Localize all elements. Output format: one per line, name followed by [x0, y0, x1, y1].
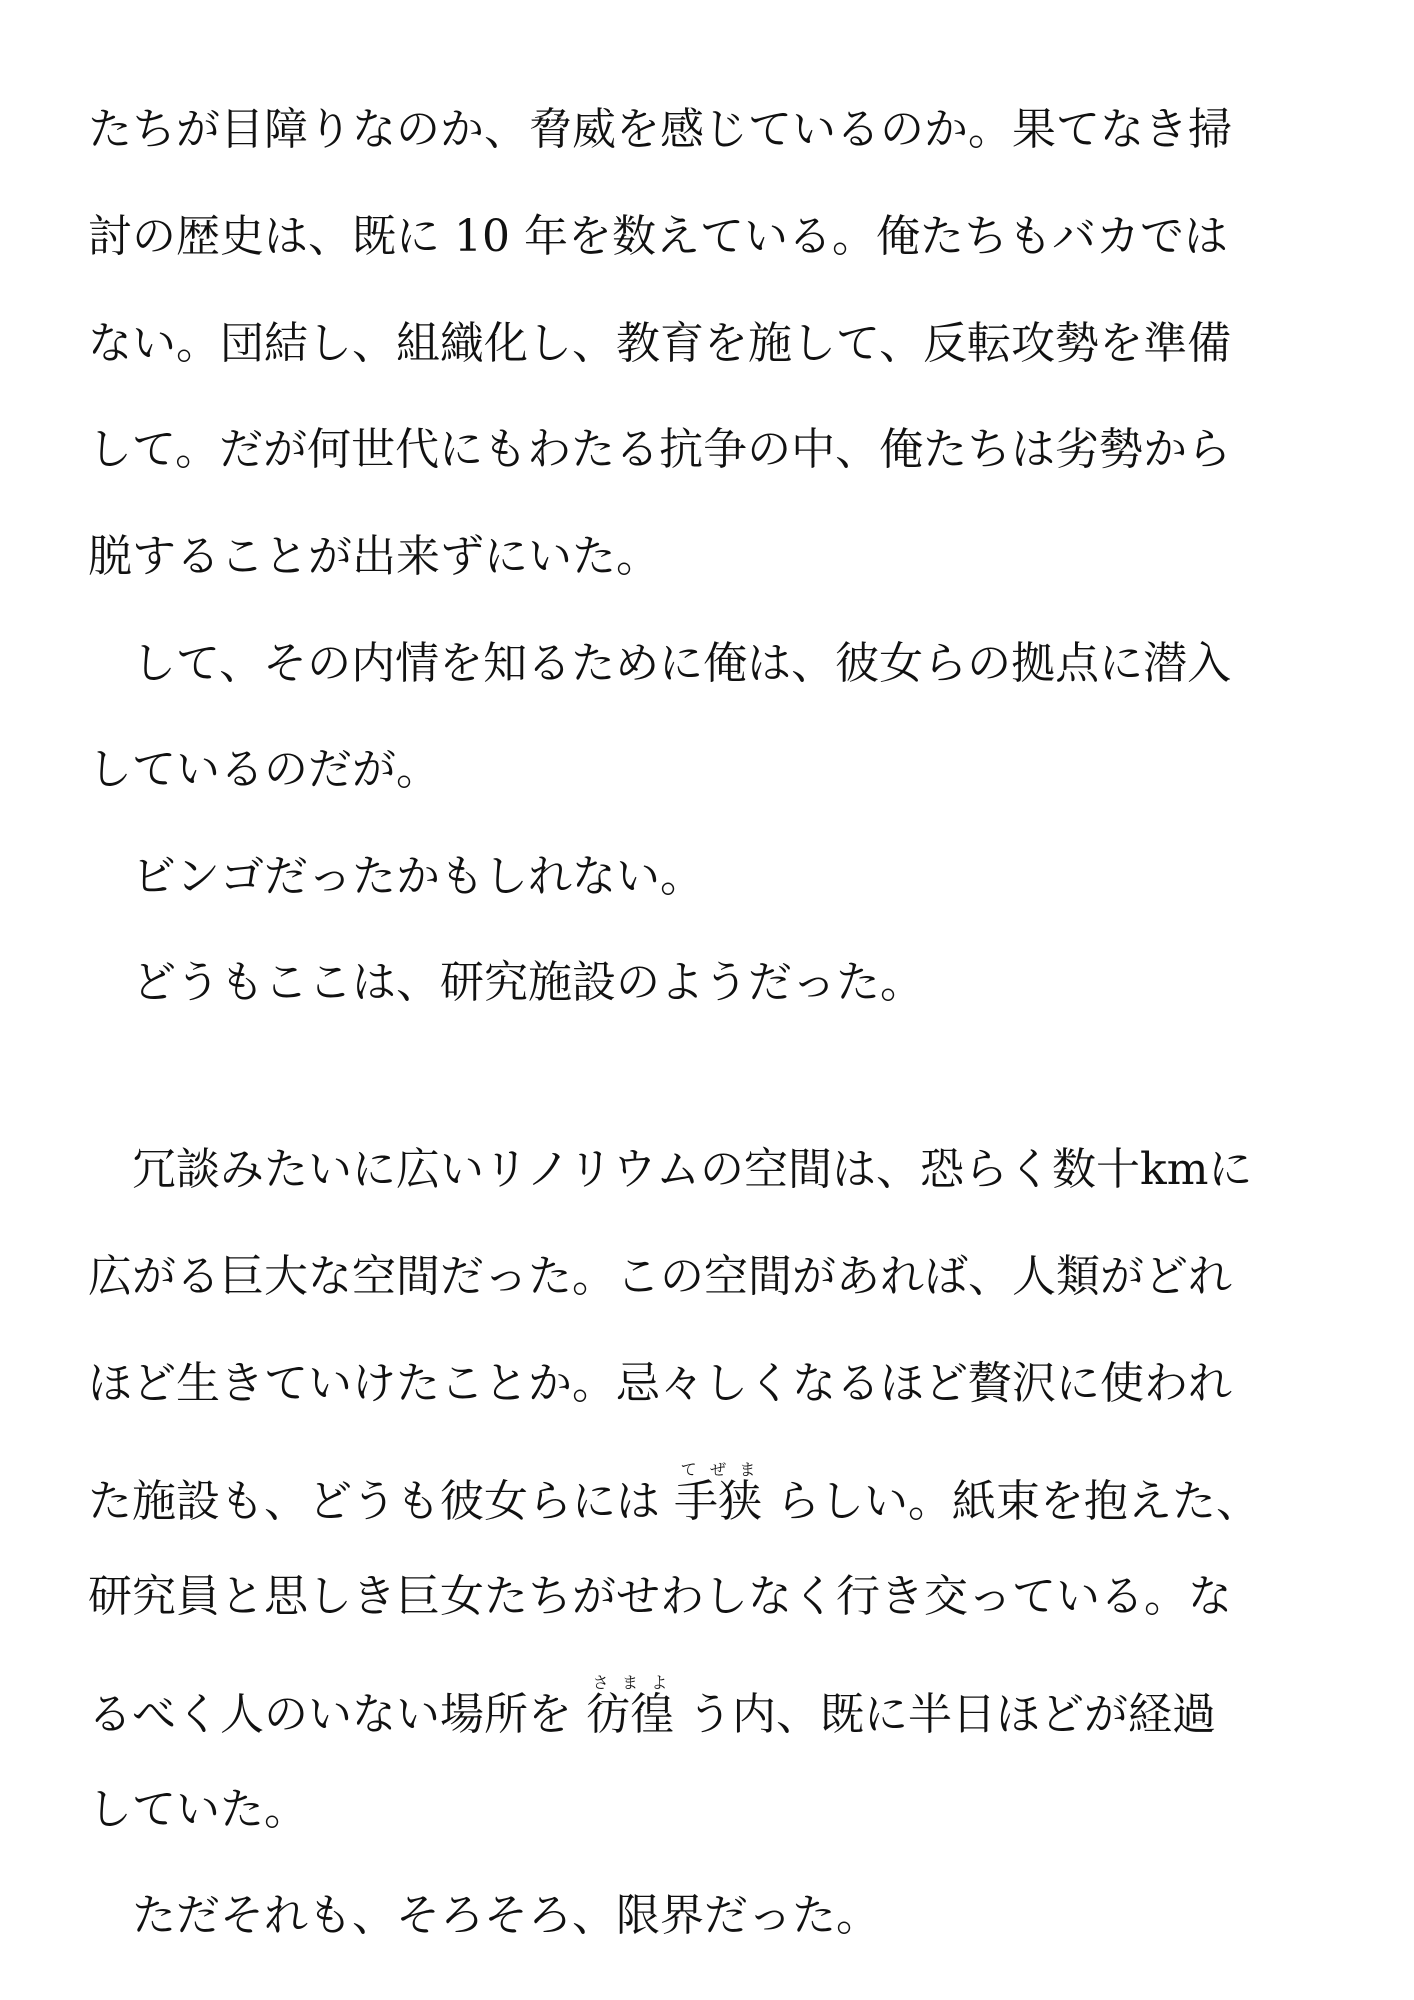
ruby-reading: さまよ	[586, 1673, 674, 1692]
text-line: 研究員と思しき巨女たちがせわしなく行き交っている。な	[88, 1571, 1232, 1622]
ruby-reading: てぜま	[674, 1460, 762, 1479]
text-line: ただそれも、そろそろ、限界だった。	[132, 1890, 880, 1941]
text-segment: う内、既に半日ほどが経過	[688, 1689, 1216, 1740]
text-line: 広がる巨大な空間だった。この空間があれば、人類がどれ	[88, 1251, 1232, 1302]
text-line: 討の歴史は、既に 10 年を数えている。俺たちもバカでは	[88, 211, 1228, 262]
text-line: ビンゴだったかもしれない。	[132, 851, 704, 902]
text-line: 冗談みたいに広いリノリウムの空間は、恐らく数十kmに	[132, 1144, 1253, 1195]
text-segment: らしい。紙束を抱えた、	[776, 1476, 1260, 1527]
text-line: ない。団結し、組織化し、教育を施して、反転攻勢を準備	[88, 318, 1232, 369]
text-line	[88, 1460, 1348, 1527]
ruby-word	[586, 1673, 674, 1740]
text-segment: るべく人のいない場所を	[88, 1689, 572, 1740]
ruby-base: 彷徨	[586, 1689, 674, 1740]
text-line: 脱することが出来ずにいた。	[88, 531, 660, 582]
text-line: しているのだが。	[88, 744, 440, 795]
text-line: ほど生きていけたことか。忌々しくなるほど贅沢に使われ	[88, 1358, 1232, 1409]
text-line: していた。	[88, 1784, 308, 1835]
text-line	[88, 1673, 1348, 1740]
text-line: たちが目障りなのか、脅威を感じているのか。果てなき掃	[88, 104, 1232, 155]
text-line: して。だが何世代にもわたる抗争の中、俺たちは劣勢から	[88, 424, 1232, 475]
ruby-base: 手狭	[674, 1476, 762, 1527]
text-segment: た施設も、どうも彼女らには	[88, 1476, 660, 1527]
ruby-word	[674, 1460, 762, 1527]
text-line: して、その内情を知るために俺は、彼女らの拠点に潜入	[132, 638, 1232, 689]
text-line: どうもここは、研究施設のようだった。	[132, 957, 924, 1008]
